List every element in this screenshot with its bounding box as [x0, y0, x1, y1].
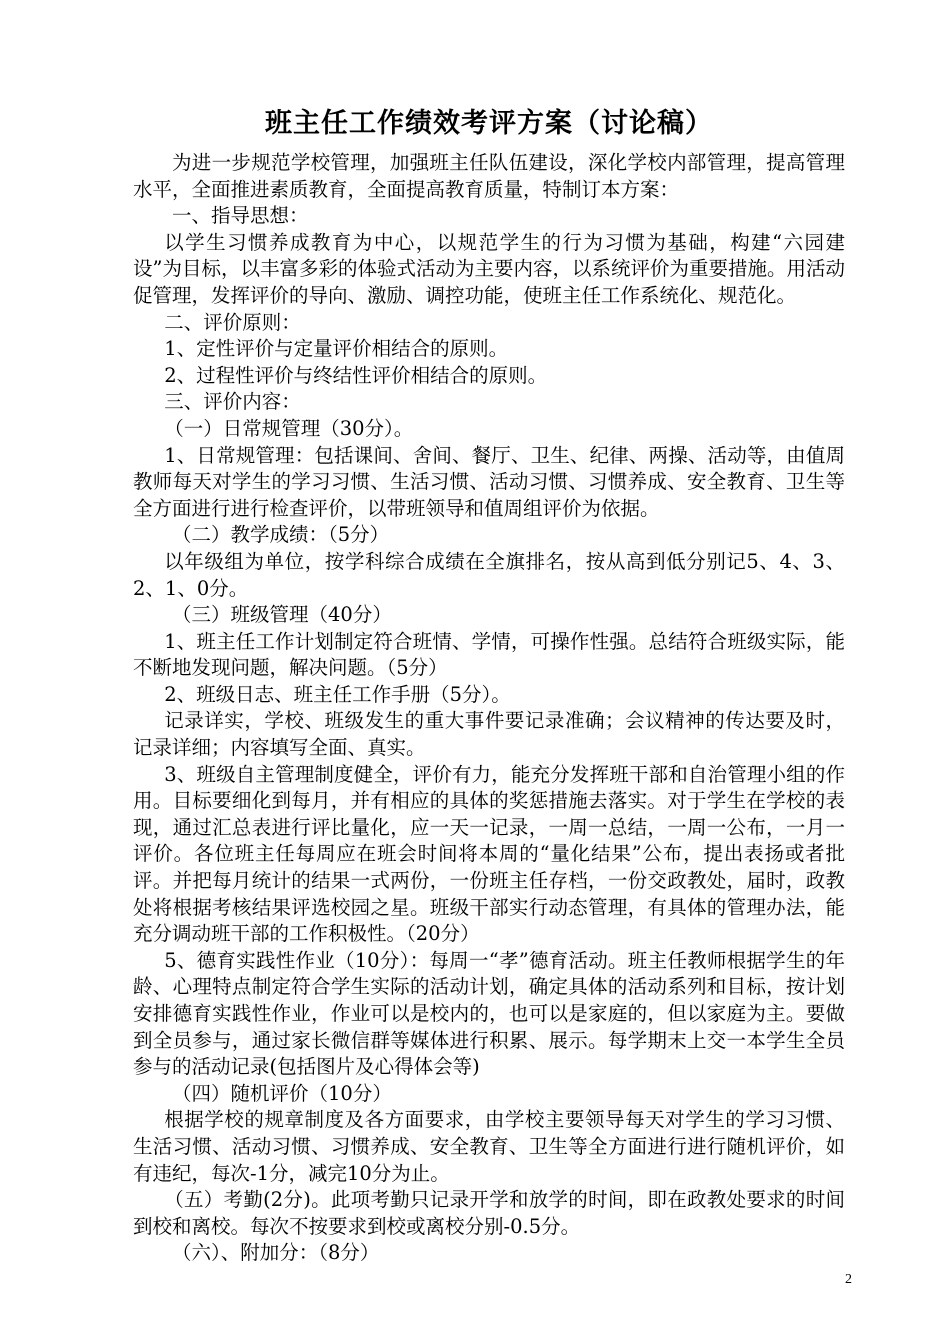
subsection-heading-random-evaluation: （四）随机评价（10分）	[172, 1081, 392, 1105]
subsection-heading-class-management: （三）班级管理（40分）	[172, 603, 392, 627]
intro-paragraph: 为进一步规范学校管理，加强班主任队伍建设，深化学校内部管理，提高管理水平，全面推进素质教育，全面提高教育质量，特制订本方案：	[133, 151, 845, 201]
subsection-heading-daily-management: （一）日常规管理（30分）。	[164, 416, 414, 440]
document-title: 班主任工作绩效考评方案（讨论稿）	[265, 108, 713, 139]
section-heading-guiding-ideology: 一、指导思想：	[172, 204, 309, 228]
class-management-paragraph: 记录详实，学校、班级发生的重大事件要记录准确；会议精神的传达要及时，记录详细；内容填写全面、真实。	[133, 709, 845, 760]
daily-management-paragraph: 1、日常规管理：包括课间、舍间、餐厅、卫生、纪律、两操、活动等，由值周教师每天对学生的学习习惯、生活习惯、活动习惯、习惯养成、安全教育、卫生等全方面进行进行检查评价，以带班领导和值周组评价为依据。	[133, 443, 845, 520]
section-heading-evaluation-content: 三、评价内容：	[164, 390, 301, 414]
principle-item: 1、定性评价与定量评价相结合的原则。	[164, 337, 509, 361]
class-management-item: 2、班级日志、班主任工作手册（5分）。	[164, 682, 511, 706]
subsection-heading-teaching-results: （二）教学成绩：（5分）	[172, 523, 390, 547]
guiding-ideology-paragraph: 以学生习惯养成教育为中心，以规范学生的行为习惯为基础，构建“六园建设”为目标，以丰富多彩的体验式活动为主要内容，以系统评价为重要措施。用活动促管理，发挥评价的导向、激励、调控功能，使班主任工作系统化、规范化。	[133, 230, 845, 307]
subsection-heading-bonus-points: （六）、附加分：（8分）	[172, 1241, 380, 1265]
class-management-item: 1、班主任工作计划制定符合班情、学情，可操作性强。总结符合班级实际，能不断地发现问题，解决问题。（5分）	[133, 629, 845, 680]
page-number: 2	[845, 1272, 852, 1287]
class-management-item: 5、德育实践性作业（10分）：每周一“孝”德育活动。班主任教师根据学生的年龄、心理特点制定符合学生实际的活动计划，确定具体的活动系列和目标，按计划安排德育实践性作业，作业可以是校内的，也可以是家庭的，但以家庭为主。要做到全员参与，通过家长微信群等媒体进行积累、展示。每学期末上交一本学生全员参与的活动记录(包括图片及心得体会等)	[133, 948, 845, 1079]
section-heading-evaluation-principles: 二、评价原则：	[164, 310, 301, 334]
document-page	[133, 104, 845, 1267]
principle-item: 2、过程性评价与终结性评价相结合的原则。	[164, 363, 548, 387]
class-management-item: 3、班级自主管理制度健全，评价有力，能充分发挥班干部和自治管理小组的作用。目标要细化到每月，并有相应的具体的奖惩措施去落实。对于学生在学校的表现，通过汇总表进行评比量化，应一天一记录，一周一总结，一周一公布，一月一评价。各位班主任每周应在班会时间将本周的“量化结果”公布，提出表扬或者批评。并把每月统计的结果一式两份，一份班主任存档，一份交政教处，届时，政教处将根据考核结果评选校园之星。班级干部实行动态管理，有具体的管理办法，能充分调动班干部的工作积极性。（20分）	[133, 762, 845, 946]
random-evaluation-paragraph: 根据学校的规章制度及各方面要求，由学校主要领导每天对学生的学习习惯、生活习惯、活动习惯、习惯养成、安全教育、卫生等全方面进行进行随机评价，如有违纪，每次-1分，减完10分为止。	[133, 1108, 845, 1185]
teaching-results-paragraph: 以年级组为单位，按学科综合成绩在全旗排名，按从高到低分别记5、4、3、2、1、0分。	[133, 549, 845, 600]
attendance-paragraph: （五）考勤(2分)。此项考勤只记录开学和放学的时间，即在政教处要求的时间到校和离校。每次不按要求到校或离校分别-0.5分。	[133, 1188, 845, 1238]
